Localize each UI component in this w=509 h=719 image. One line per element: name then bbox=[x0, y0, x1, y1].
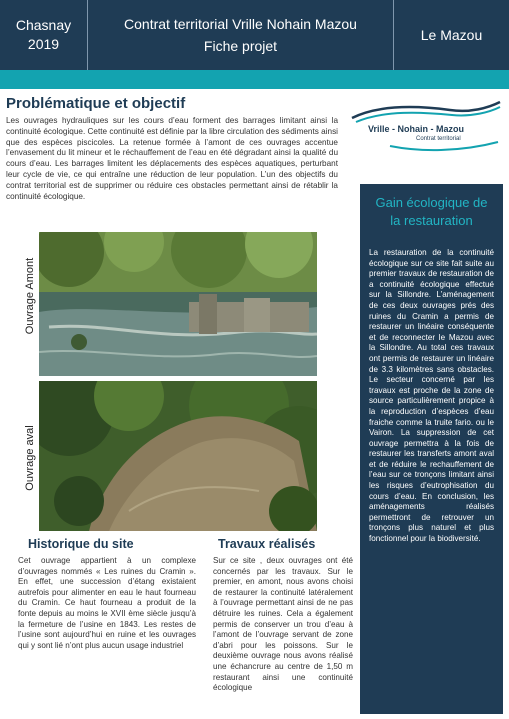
ecological-gain-box bbox=[360, 184, 503, 714]
downstream-photo-label: Ouvrage aval bbox=[24, 425, 36, 491]
header-river bbox=[394, 0, 509, 70]
logo-subtitle: Contrat territorial bbox=[416, 136, 461, 142]
works-text: Sur ce site , deux ouvrages ont été concernés par les travaux. Sur le premier, en amont, nous avons choisi de restaurer la continuité latéralement à l’ouvrage permettant ainsi de ne pas détruire les ruines. Cela a également permis de conserver un trou d’eau à l’amont de l’ouvrage servant de zone d’abri pour les poissons. Sur le deuxième ouvrage nous avons réalisé une échancrure au centre de 1,50 m restaurant ainsi une continuité écologique bbox=[213, 556, 353, 693]
header-subtitle: Fiche projet bbox=[203, 38, 278, 54]
upstream-structure-photo bbox=[39, 232, 317, 376]
logo-title: Vrille - Nohain - Mazou bbox=[368, 124, 465, 134]
history-heading: Historique du site bbox=[28, 537, 134, 551]
header-location-date bbox=[0, 0, 88, 70]
header-title-block bbox=[88, 0, 394, 70]
header-title: Contrat territorial Vrille Nohain Mazou bbox=[124, 16, 357, 32]
downstream-structure-photo bbox=[39, 381, 317, 531]
contract-logo bbox=[350, 100, 502, 162]
ecological-gain-text: La restauration de la continuité écologique sur ce site fait suite au premier travaux de restauration de a continuité écologique effectué sur la Sillondre. L’aménagement de ces deux ouvrages prés des ruines du Cramin a permis de restaurer un linéaire conséquente et de reconnecter le Mazou avec la Sillondre. Au total ces travaux ont permis de restaurer un linéaire de 3.3 kilomètres sans obstacles. Le secteur concerné par les travaux est proche de la zone de source particulièrement propice à la reproduction d’espèces d’eau fraiche comme la truite fario. ou le Vairon. La suppression de cet ouvrage permettra à la fois de restaurer les transferts amont aval et de réduire le rechauffement de l’eau sur ce tronçons limitant ainsi les risques d’eutrophisation du cours d’eau. En conclusion, les aménagements réalisés permettront de retrouver un tronçons plus naturel et plus fonctionnel pour la biodiversité. bbox=[369, 248, 494, 544]
works-heading: Travaux réalisés bbox=[218, 537, 316, 551]
history-text: Cet ouvrage appartient à un complexe d’ouvrages nommés « Les ruines du Cramin ». En effet, une succession d’étang existaient autrefois pour alimenter en eau le haut fourneau du Cramin. Ce haut fourneau a produit de la fonte depuis au moins le XVII ème siècle jusqu’à la fermeture de l’usine en 1843. Les restes de l’usine sont aujourd’hui en ruine et les ouvrages qui y sont lié n’ont plus aucun usage industriel bbox=[18, 556, 196, 650]
header-location: Chasnay bbox=[15, 17, 72, 33]
ecological-gain-heading-line2: la restauration bbox=[390, 213, 473, 228]
ecological-gain-heading bbox=[360, 194, 503, 230]
intro-heading: Problématique et objectif bbox=[6, 95, 186, 112]
upstream-photo-label: Ouvrage Amont bbox=[24, 257, 36, 335]
header-bar bbox=[0, 0, 509, 70]
teal-divider-band bbox=[0, 70, 509, 89]
header-river-name: Le Mazou bbox=[420, 26, 483, 43]
ecological-gain-heading-line1: Gain écologique de bbox=[375, 195, 488, 210]
intro-text: Les ouvrages hydrauliques sur les cours d’eau forment des barrages limitant ainsi la continuité écologique. Cette continuité est définie par la libre circulation des sédiments ainsi que des espèces piscicoles. La retenue formée à l’amont de ces ouvrages accentue l’envasement du lit mineur et le réchauffement de l’eau en été dégradant ainsi la qualité du cours d’eau. Les barrages limitent les déplacements des espèces aquatiques, perturbant leur cycle de vie, ce qui entraîne une réduction de leur population. L’un des objectifs du contrat territorial est de supprimer ou réduire ces obstacles permettant ainsi de rétablir la continuité écologique. bbox=[6, 116, 338, 201]
header-year: 2019 bbox=[27, 36, 60, 52]
